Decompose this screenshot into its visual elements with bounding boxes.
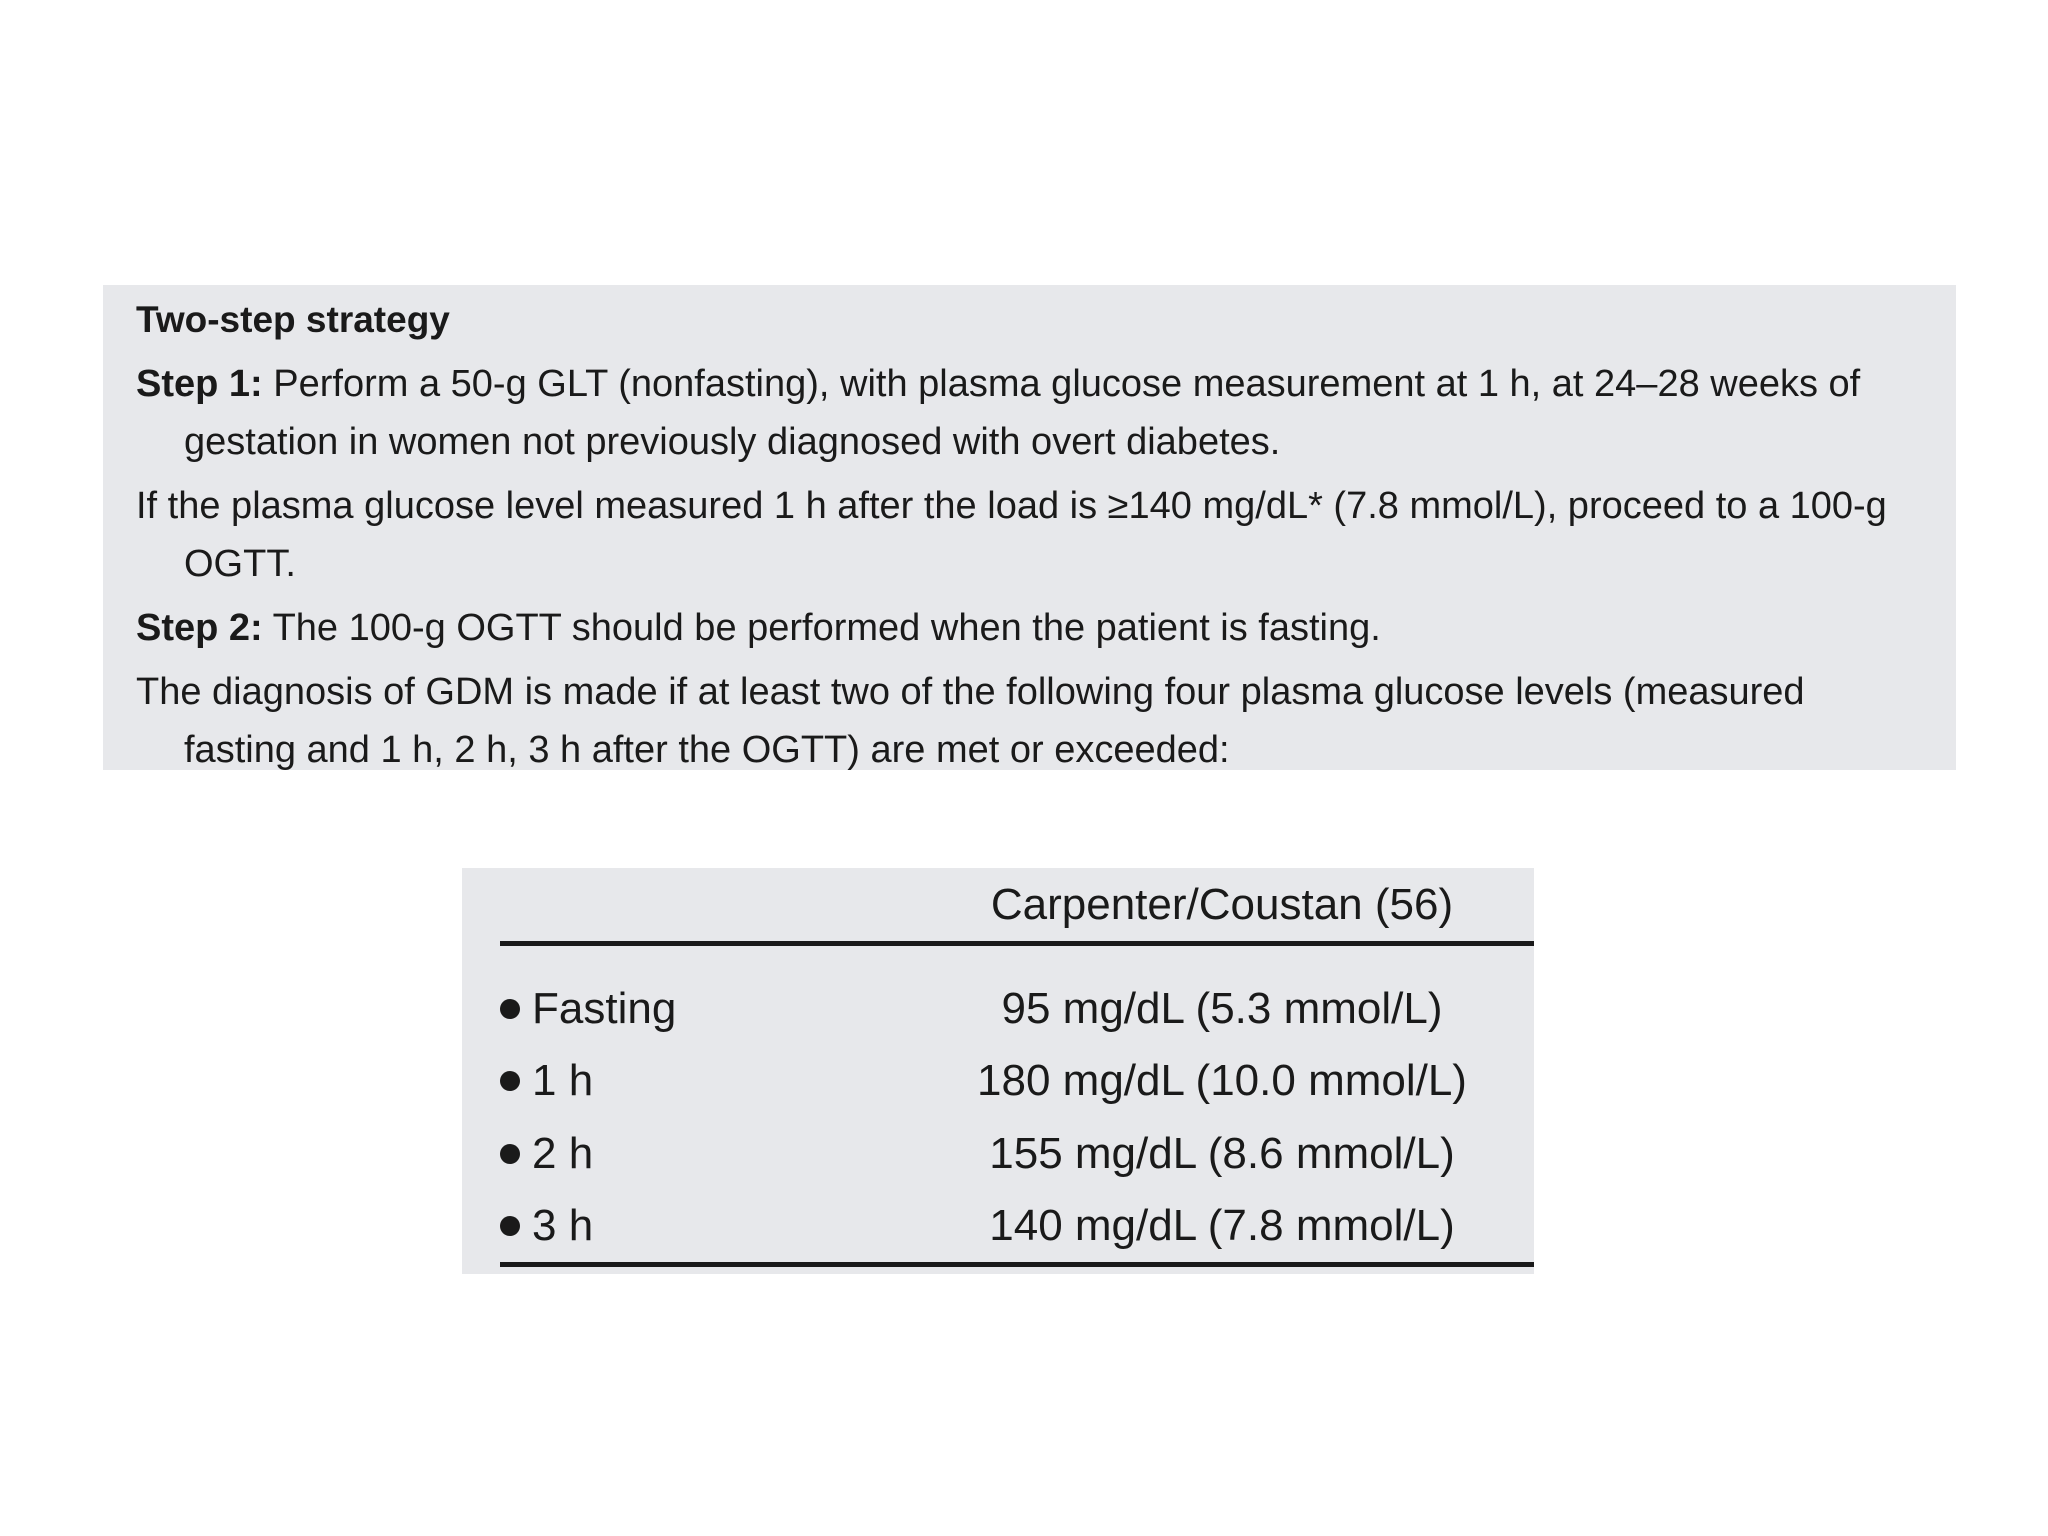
step2-text: The 100-g OGTT should be performed when the patient is fasting. <box>262 607 1381 649</box>
row-label <box>500 1118 593 1190</box>
table-row <box>500 1118 1534 1190</box>
diagnosis-paragraph: The diagnosis of GDM is made if at least two of the following four plasma glucose levels (measured fasting and 1 h, 2 h, 3 h after the OGTT) are met or exceeded: <box>136 671 1805 771</box>
step2-paragraph <box>136 599 1926 657</box>
row-label <box>500 1045 593 1117</box>
row-value: 155 mg/dL (8.6 mmol/L) <box>989 1129 1455 1178</box>
row-value: 140 mg/dL (7.8 mmol/L) <box>989 1201 1455 1250</box>
row-label-text: 2 h <box>532 1129 594 1178</box>
step2-label: Step 2: <box>136 607 263 649</box>
strategy-title: Two-step strategy <box>136 299 450 340</box>
row-label-text: 1 h <box>532 1056 594 1105</box>
strategy-panel <box>103 285 1956 770</box>
step1-label: Step 1: <box>136 363 263 405</box>
row-label <box>500 1190 593 1262</box>
footer-rule <box>500 1262 1534 1267</box>
table-row <box>500 1045 1534 1117</box>
table-header <box>462 868 1534 942</box>
row-label <box>500 973 676 1045</box>
header-rule <box>500 941 1534 946</box>
step1-paragraph <box>136 355 1926 471</box>
step1-text: Perform a 50-g GLT (nonfasting), with plasma glucose measurement at 1 h, at 24–28 weeks of gestation in women not previously diagnosed with overt diabetes. <box>184 363 1861 463</box>
row-label-text: Fasting <box>532 984 677 1033</box>
bullet-icon <box>500 999 520 1019</box>
column-header: Carpenter/Coustan (56) <box>990 880 1454 929</box>
bullet-icon <box>500 1071 520 1091</box>
table-row <box>500 1190 1534 1262</box>
row-value: 95 mg/dL (5.3 mmol/L) <box>1001 984 1443 1033</box>
bullet-icon <box>500 1144 520 1164</box>
bullet-icon <box>500 1216 520 1236</box>
row-value: 180 mg/dL (10.0 mmol/L) <box>977 1056 1467 1105</box>
threshold-paragraph: If the plasma glucose level measured 1 h after the load is ≥140 mg/dL* (7.8 mmol/L), proceed to a 100-g OGTT. <box>136 485 1887 585</box>
row-label-text: 3 h <box>532 1201 594 1250</box>
table-row <box>500 973 1534 1045</box>
criteria-table <box>462 868 1534 1274</box>
